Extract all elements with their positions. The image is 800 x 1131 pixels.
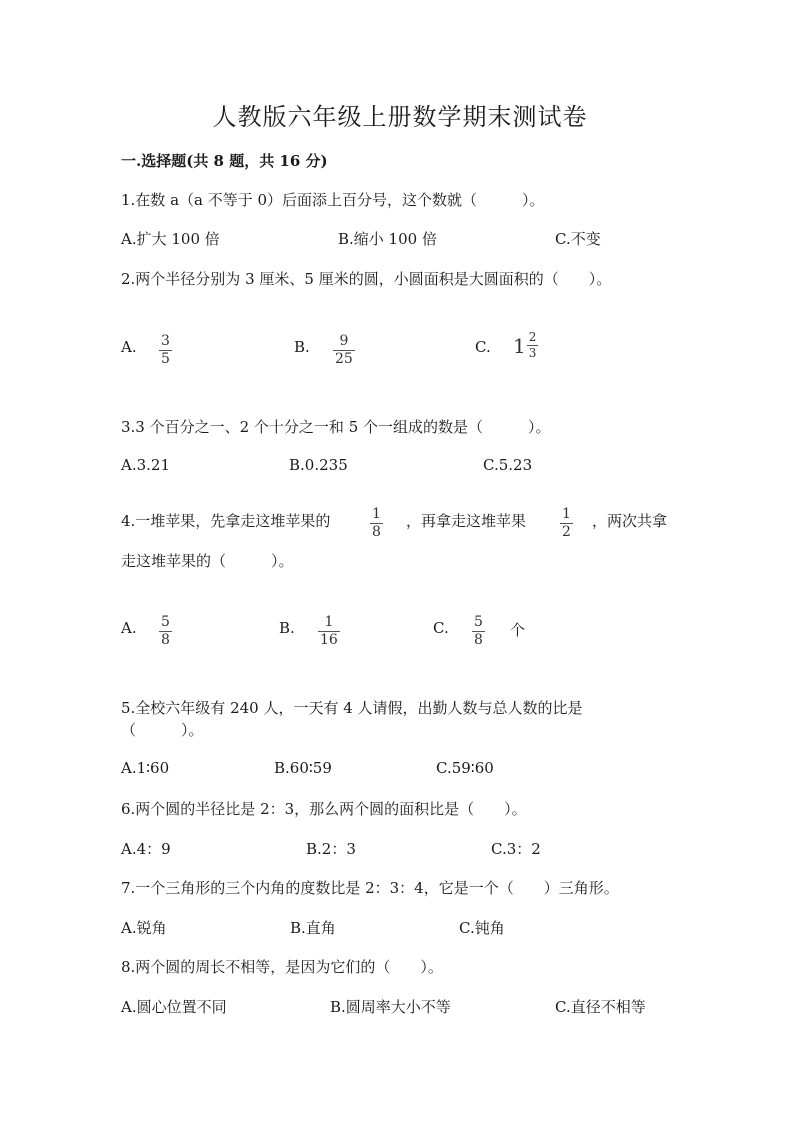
question-6-option-a[interactable]: A.4：9 (121, 840, 171, 858)
question-2-text: 2.两个半径分别为 3 厘米、5 厘米的圆，小圆面积是大圆面积的（ ）。 (121, 270, 612, 288)
question-3-option-b[interactable]: B.0.235 (289, 456, 348, 474)
fraction-numerator: 3 (161, 333, 170, 349)
question-4-option-c-label[interactable]: C. (433, 619, 449, 637)
fraction-numerator: 1 (372, 506, 381, 522)
question-3-option-a[interactable]: A.3.21 (121, 456, 170, 474)
question-2-option-c-mixed-number (513, 331, 538, 360)
question-5-text-line2: （ ）。 (121, 721, 204, 739)
question-7-option-a[interactable]: A.锐角 (121, 919, 167, 937)
question-4-option-c-suffix: 个 (510, 621, 526, 639)
question-4-option-a-fraction (159, 611, 172, 648)
question-4-option-b-label[interactable]: B. (279, 619, 295, 637)
question-5-option-b[interactable]: B.60∶59 (274, 759, 332, 777)
question-7-option-b[interactable]: B.直角 (290, 919, 336, 937)
fraction-denominator: 3 (528, 346, 537, 360)
question-1-text: 1.在数 a（a 不等于 0）后面添上百分号，这个数就（ ）。 (121, 191, 545, 209)
fraction-denominator: 16 (320, 632, 338, 648)
question-1-option-b[interactable]: B.缩小 100 倍 (338, 230, 437, 248)
fraction-numerator: 5 (161, 614, 170, 630)
question-4-text-part3: ，两次共拿 (592, 512, 668, 530)
question-1-option-a[interactable]: A.扩大 100 倍 (121, 230, 220, 248)
question-5-text-line1: 5.全校六年级有 240 人，一天有 4 人请假，出勤人数与总人数的比是 (121, 699, 583, 717)
question-4-text-part2: ，再拿走这堆苹果 (406, 512, 527, 530)
section-heading: 一.选择题(共 8 题，共 16 分) (121, 152, 328, 170)
question-3-text: 3.3 个百分之一、2 个十分之一和 5 个一组成的数是（ ）。 (121, 418, 551, 436)
question-2-option-a-fraction (159, 330, 172, 367)
question-8-option-b[interactable]: B.圆周率大小不等 (330, 998, 451, 1016)
question-2-option-c-label[interactable]: C. (475, 338, 491, 356)
fraction-numerator: 1 (562, 506, 571, 522)
question-4-fraction-1 (370, 503, 383, 540)
question-4-text-line2: 走这堆苹果的（ ）。 (121, 552, 294, 570)
question-6-option-b[interactable]: B.2：3 (306, 840, 356, 858)
fraction-denominator: 25 (335, 351, 353, 367)
question-6-option-c[interactable]: C.3：2 (491, 840, 541, 858)
question-4-option-c-fraction (472, 611, 485, 648)
fraction-denominator: 8 (474, 632, 483, 648)
fraction-denominator: 5 (161, 351, 170, 367)
question-4-option-a-label[interactable]: A. (121, 619, 137, 637)
question-2-option-a-label[interactable]: A. (121, 338, 137, 356)
page-title: 人教版六年级上册数学期末测试卷 (212, 103, 588, 131)
fraction-denominator: 8 (161, 632, 170, 648)
question-5-option-a[interactable]: A.1∶60 (121, 759, 170, 777)
question-1-option-c[interactable]: C.不变 (555, 230, 601, 248)
question-6-text: 6.两个圆的半径比是 2：3，那么两个圆的面积比是（ ）。 (121, 800, 527, 818)
question-2-option-b-fraction (333, 330, 355, 367)
mixed-whole: 1 (513, 333, 526, 358)
question-4-fraction-2 (560, 503, 573, 540)
question-2-option-b-label[interactable]: B. (294, 338, 310, 356)
question-7-option-c[interactable]: C.钝角 (459, 919, 505, 937)
question-7-text: 7.一个三角形的三个内角的度数比是 2：3：4，它是一个（ ）三角形。 (121, 879, 619, 897)
question-4-option-b-fraction (318, 611, 340, 648)
fraction-denominator: 8 (372, 524, 381, 540)
fraction-numerator: 5 (474, 614, 483, 630)
question-8-text: 8.两个圆的周长不相等，是因为它们的（ ）。 (121, 958, 443, 976)
question-4-text-part1: 4.一堆苹果，先拿走这堆苹果的 (121, 512, 331, 530)
question-5-option-c[interactable]: C.59∶60 (436, 759, 494, 777)
fraction-numerator: 2 (528, 330, 537, 344)
question-8-option-c[interactable]: C.直径不相等 (555, 998, 646, 1016)
fraction-denominator: 2 (562, 524, 571, 540)
question-8-option-a[interactable]: A.圆心位置不同 (121, 998, 227, 1016)
fraction-numerator: 9 (339, 333, 349, 349)
question-3-option-c[interactable]: C.5.23 (483, 456, 533, 474)
fraction-numerator: 1 (324, 614, 334, 630)
